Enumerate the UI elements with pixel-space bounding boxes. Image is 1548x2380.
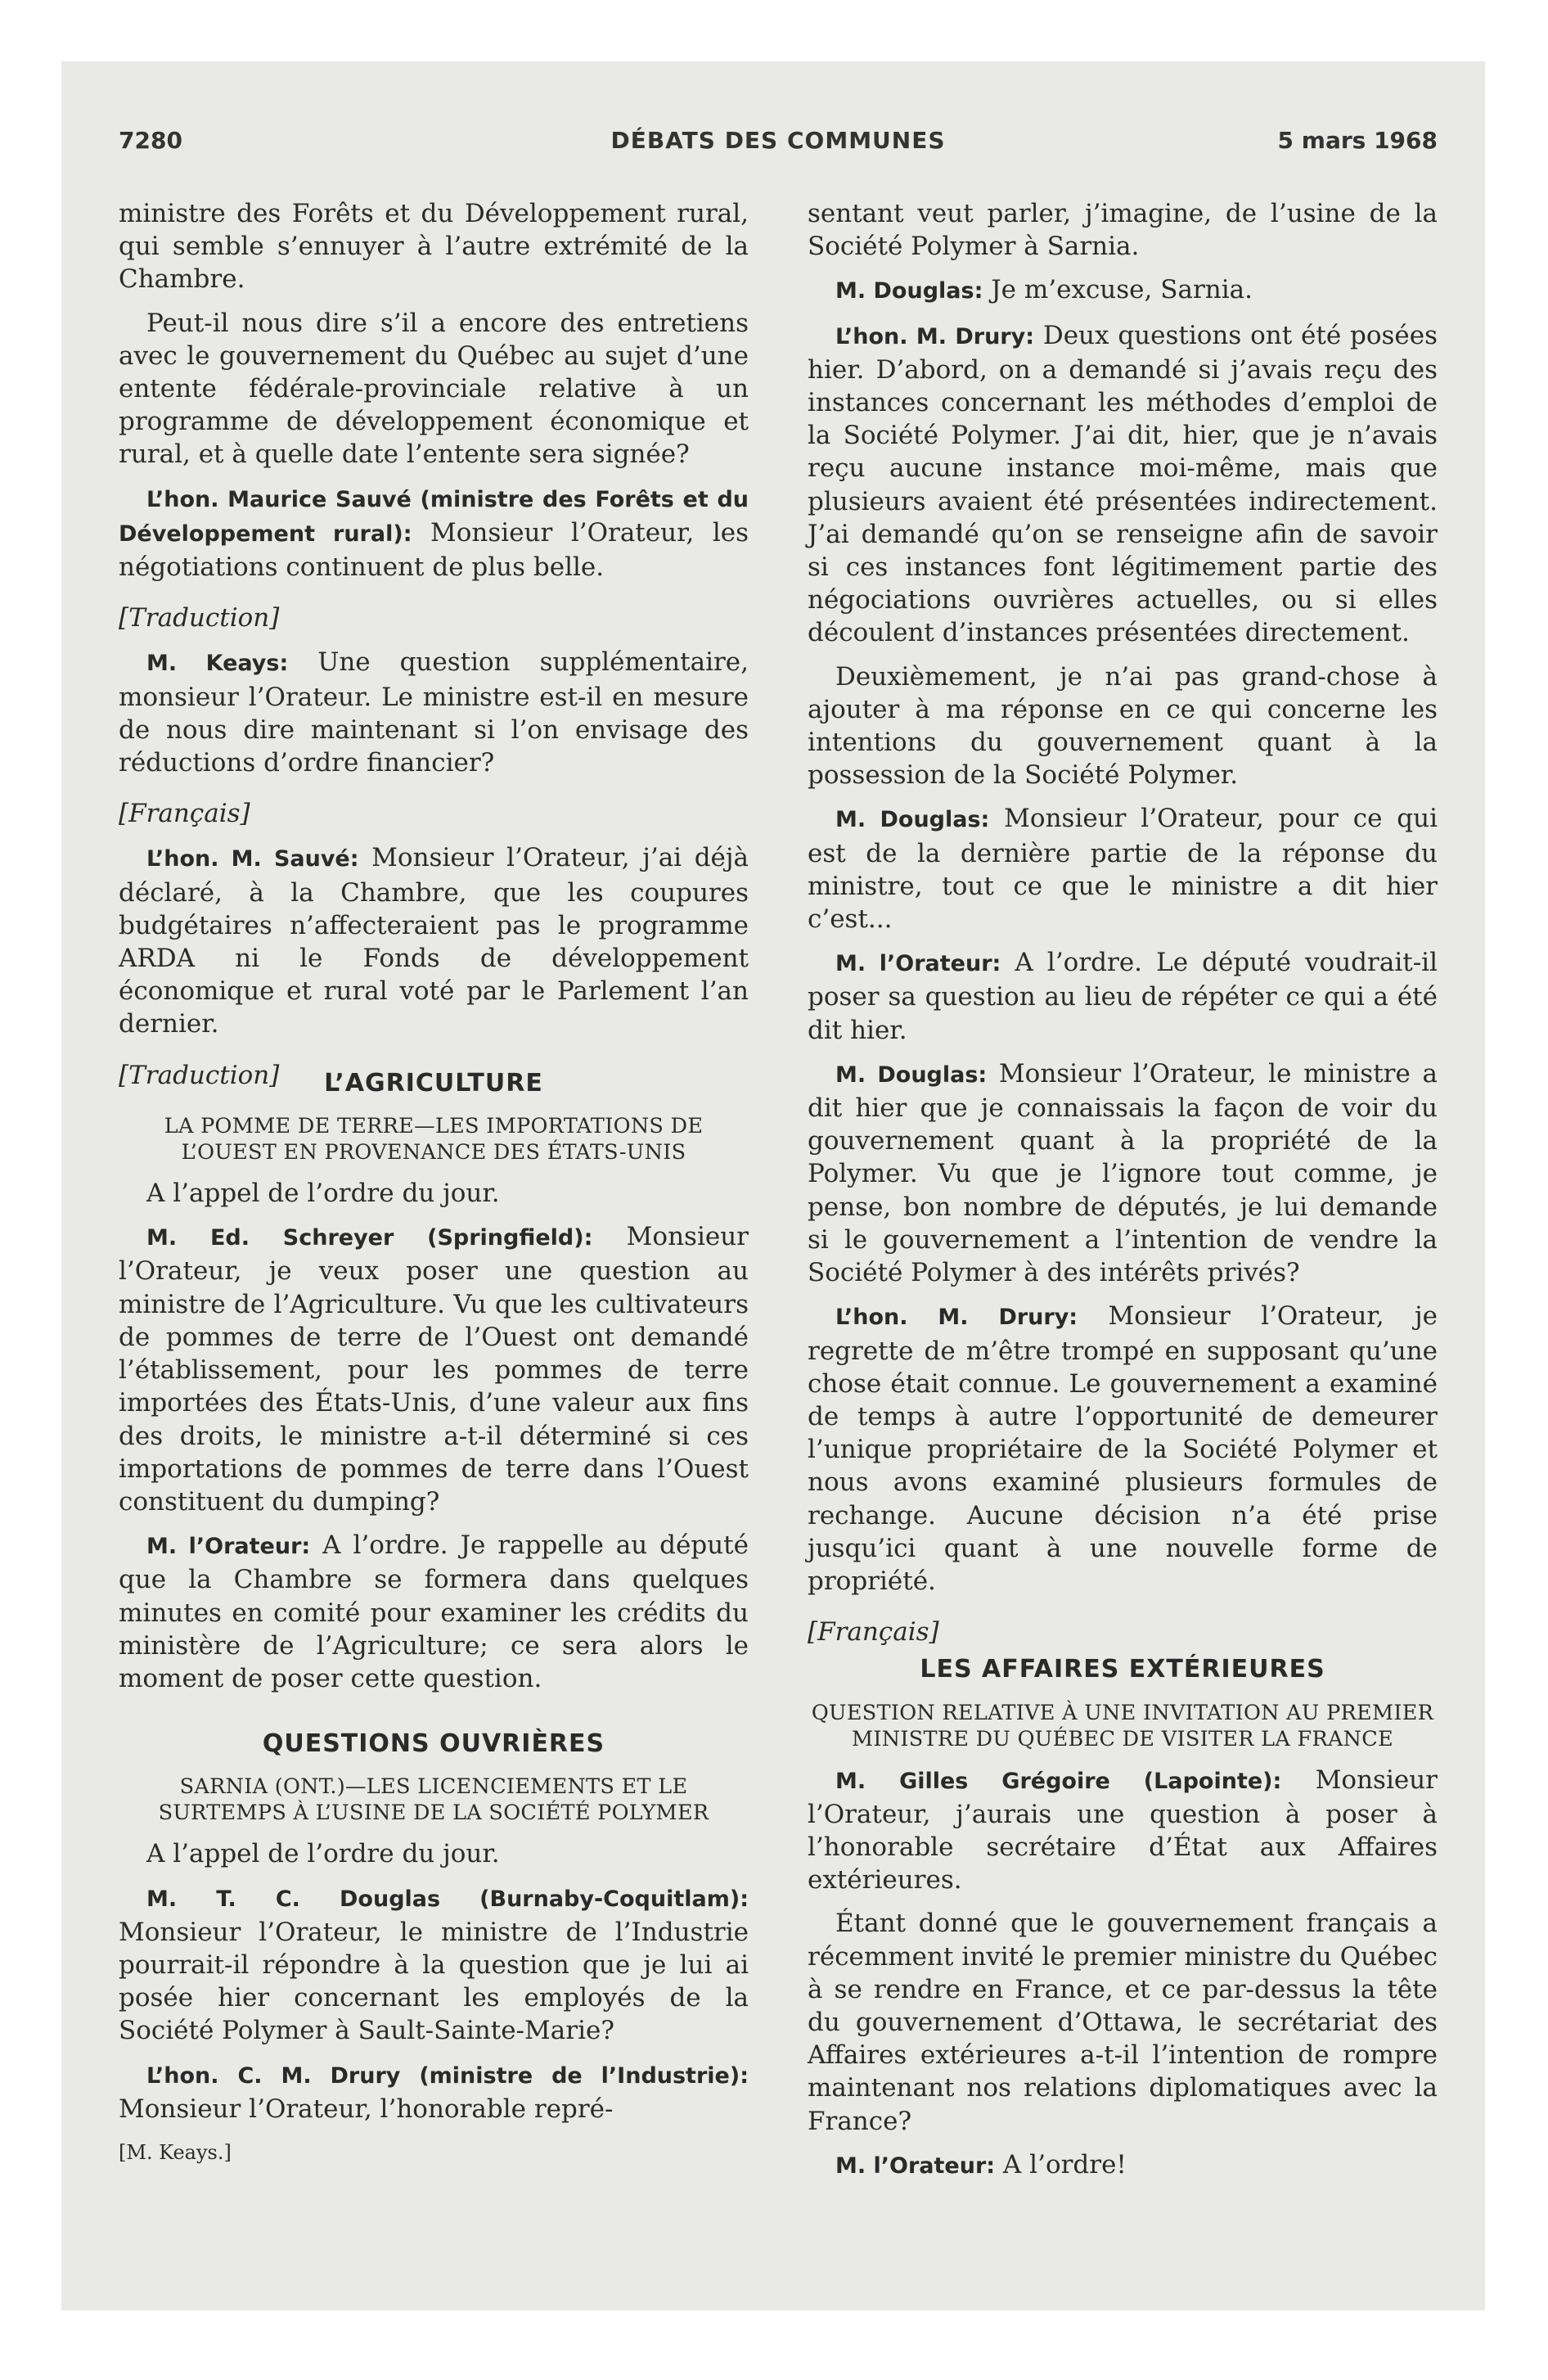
language-marker: [Français]	[808, 1617, 939, 1648]
speaker-name: M. Keays:	[146, 651, 289, 677]
speech	[808, 1057, 1438, 1289]
speaker-name: M. l’Orateur:	[835, 951, 1001, 977]
right-column	[808, 197, 1438, 2193]
speech-text: A l’ordre!	[995, 2149, 1127, 2179]
speaker-name: L’hon. M. Sauvé:	[146, 846, 359, 872]
left-column	[119, 197, 749, 2169]
speaker-name: L’hon. C. M. Drury (ministre de l’Industrie):	[146, 2062, 749, 2089]
speech-text: Monsieur l’Orateur, le ministre de l’Industrie pourrait-il répondre à la question que je lui ai posée hier concernant les employés de la Société Polymer à Sault-Sainte-Marie?	[119, 1917, 749, 2046]
speech-text: Monsieur l’Orateur, l’honorable repré-	[119, 2094, 614, 2124]
section-subheading: QUESTION RELATIVE À UNE INVITATION AU PREMIER MINISTRE DU QUÉBEC DE VISITER LA FRANCE	[811, 1700, 1434, 1751]
speaker-name: M. Douglas:	[835, 1062, 988, 1088]
section-heading: QUESTIONS OUVRIÈRES	[262, 1729, 605, 1759]
speech-text: Deux questions ont été posées hier. D’abord, on a demandé si j’avais reçu des instances concernant les méthodes d’emploi de la Société Polymer. J’ai dit, hier, que je n’avais reçu aucune instance moi-même, mais que plusieurs avaient été présentées indirectement. J’ai demandé qu’on se renseigne afin de savoir si ces instances font légitimement partie des négociations ouvrières actuelles, ou si elles découlent d’instances présentées directement.	[808, 320, 1438, 648]
section-subheading: LA POMME DE TERRE—LES IMPORTATIONS DE L’OUEST EN PROVENANCE DES ÉTATS-UNIS	[164, 1114, 704, 1165]
publication-title: DÉBATS DES COMMUNES	[610, 127, 946, 154]
speech-text: Monsieur l’Orateur, pour ce qui est de la dernière partie de la réponse du ministre, tout ce que le ministre a dit hier c’est...	[808, 804, 1438, 935]
speech-text: Monsieur l’Orateur, je veux poser une question au ministre de l’Agriculture. Vu que les cultivateurs de pommes de terre de l’Ouest ont demandé l’établissement, pour les pommes de terre importées des États-Unis, d’une valeur aux fins des droits, le ministre a-t-il déterminé si ces importations de pommes de terre dans l’Ouest constituent du dumping?	[119, 1222, 749, 1517]
language-marker: [Traduction]	[119, 1060, 280, 1090]
paragraph: A l’appel de l’ordre du jour.	[146, 1179, 500, 1209]
speech	[808, 1300, 1438, 1598]
speech	[808, 1764, 1438, 1897]
speaker-name: M. Douglas:	[835, 278, 983, 304]
page-footer: [M. Keays.]	[119, 2140, 232, 2164]
speech-text: Monsieur l’Orateur, les négotiations continuent de plus belle.	[119, 517, 749, 583]
speech	[808, 273, 1438, 308]
paragraph: sentant veut parler, j’imagine, de l’usine de la Société Polymer à Sarnia.	[808, 199, 1438, 262]
speaker-name: M. Ed. Schreyer (Springfield):	[146, 1225, 593, 1251]
speech-text: Je m’excuse, Sarnia.	[983, 275, 1253, 305]
speaker-name: M. l’Orateur:	[835, 2152, 996, 2179]
speaker-name: M. Douglas:	[835, 807, 990, 833]
section-subheading: SARNIA (ONT.)—LES LICENCIEMENTS ET LE SURTEMPS À L’USINE DE LA SOCIÉTÉ POLYMER	[158, 1774, 709, 1826]
speech-text: Monsieur l’Orateur, je regrette de m’être trompé en supposant qu’une chose était connue. Le gouvernement a examiné de temps à autre l’opportunité de demeurer l’unique propriétaire de la Société Polymer et nous avons examiné plusieurs formules de rechange. Aucune décision n’a été prise jusqu’ici quant à une nouvelle forme de propriété.	[808, 1301, 1438, 1596]
speech	[119, 1882, 749, 2048]
speech	[808, 319, 1438, 650]
language-marker: [Traduction]	[119, 603, 280, 633]
speaker-name: M. Gilles Grégoire (Lapointe):	[835, 1768, 1282, 1794]
issue-date: 5 mars 1968	[1277, 127, 1438, 154]
speech-text: A l’ordre. Je rappelle au député que la Chambre se formera dans quelques minutes en comité pour examiner les crédits du ministère de l’Agriculture; ce sera alors le moment de poser cette question.	[119, 1530, 749, 1693]
page-number: 7280	[119, 127, 182, 154]
speech	[119, 646, 749, 779]
paragraph: ministre des Forêts et du Développement rural, qui semble s’ennuyer à l’autre extrémité de la Chambre.	[119, 199, 749, 295]
speech-text: Monsieur l’Orateur, j’ai déjà déclaré, à la Chambre, que les coupures budgétaires n’affecteraient pas le programme ARDA ni le Fonds de développement économique et rural voté par le Parlement l’an dernier.	[119, 843, 749, 1039]
speech	[119, 482, 749, 584]
speech-text: Monsieur l’Orateur, le ministre a dit hier que je connaissais la façon de voir du gouvernement quant à la propriété de la Polymer. Vu que je l’ignore tout comme, je pense, bon nombre de députés, je lui demande si le gouvernement a l’intention de vendre la Société Polymer à des intérêts privés?	[808, 1058, 1438, 1288]
running-header	[119, 127, 1438, 163]
paragraph: Peut-il nous dire s’il a encore des entretiens avec le gouvernement du Québec au sujet d’une entente fédérale-provinciale relative à un programme de développement économique et rural, et à quelle date l’entente sera signée?	[119, 308, 749, 470]
paragraph: A l’appel de l’ordre du jour.	[146, 1839, 500, 1869]
speech	[808, 2148, 1438, 2183]
speaker-name: L’hon. Maurice Sauvé (ministre des Forêts et du Développement rural):	[119, 486, 749, 547]
speech	[119, 1529, 749, 1695]
speech-text: A l’ordre. Le député voudrait-il poser sa question au lieu de répéter ce qui a été dit hier.	[808, 948, 1438, 1045]
section-heading: L’AGRICULTURE	[324, 1068, 543, 1098]
speech	[119, 841, 749, 1040]
speaker-name: L’hon. M. Drury:	[835, 1305, 1078, 1331]
speaker-name: L’hon. M. Drury:	[835, 323, 1035, 349]
paragraph: Étant donné que le gouvernement français a récemment invité le premier ministre du Québec à se rendre en France, et ce par-dessus la tête du gouvernement d’Ottawa, le secrétariat des Affaires extérieures a-t-il l’intention de rompre maintenant nos relations diplomatiques avec la France?	[808, 1909, 1438, 2136]
speech-text: Monsieur l’Orateur, j’aurais une question à poser à l’honorable secrétaire d’État aux Affaires extérieures.	[808, 1765, 1438, 1895]
speech	[119, 2058, 749, 2125]
speaker-name: M. l’Orateur:	[146, 1534, 311, 1560]
page	[119, 127, 1438, 2288]
paragraph: Deuxièmement, je n’ai pas grand-chose à ajouter à ma réponse en ce qui concerne les intentions du gouvernement quant à la possession de la Société Polymer.	[808, 661, 1438, 791]
speech	[119, 1220, 749, 1518]
speech	[808, 802, 1438, 935]
speech	[808, 946, 1438, 1047]
language-marker: [Français]	[119, 799, 250, 829]
speech-text: Une question supplémentaire, monsieur l’Orateur. Le ministre est-il en mesure de nous dire maintenant si l’on envisage des réductions d’ordre financier?	[119, 647, 749, 778]
speaker-name: M. T. C. Douglas (Burnaby-Coquitlam):	[146, 1886, 749, 1912]
section-heading: LES AFFAIRES EXTÉRIEURES	[920, 1655, 1325, 1684]
